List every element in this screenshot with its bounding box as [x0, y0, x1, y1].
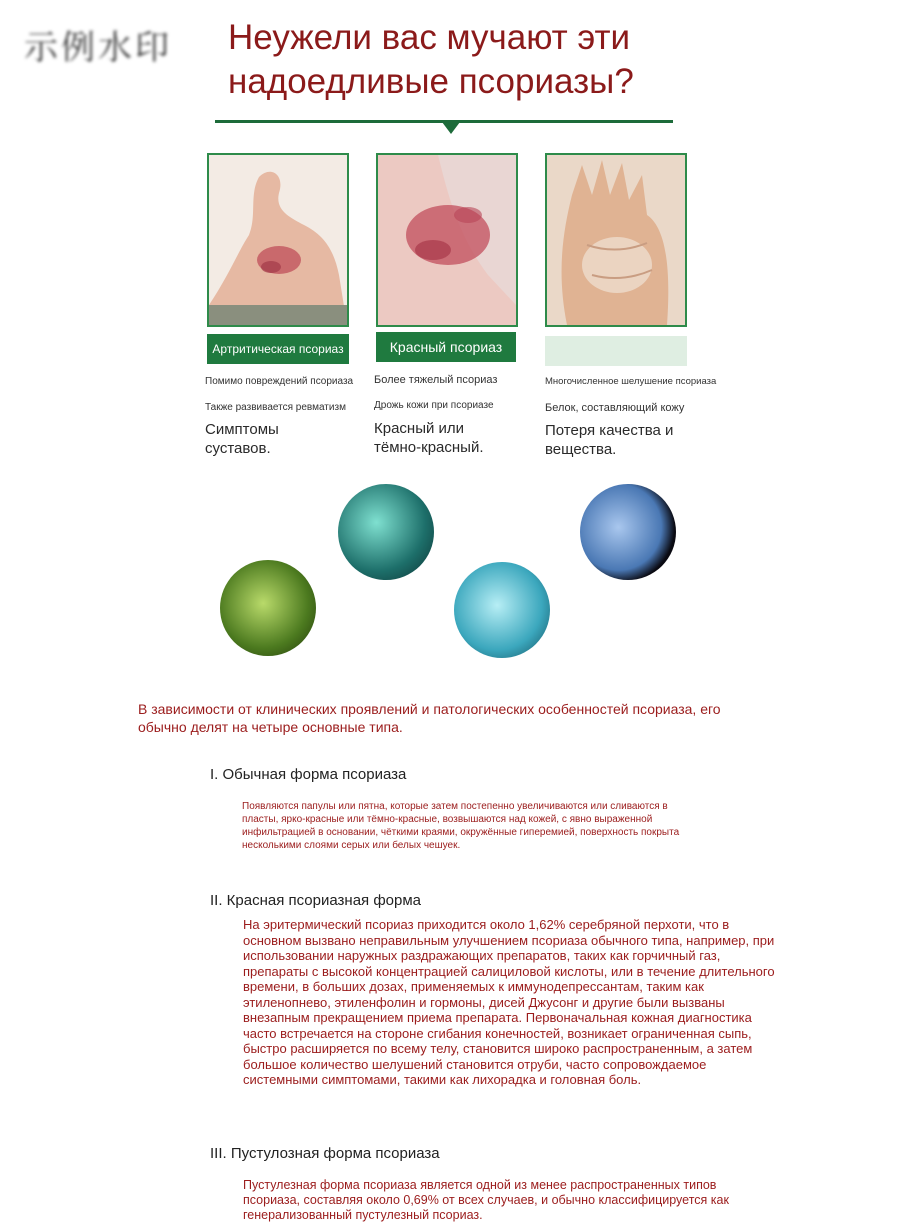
foot-psoriasis-photo	[207, 153, 349, 327]
card-line: Также развивается ревматизм	[205, 402, 346, 413]
bacteria-illustration	[338, 484, 434, 580]
card-highlight: Симптомы суставов.	[205, 421, 279, 457]
intro-text: В зависимости от клинических проявлений и патологических особенностей псориаза, его обычно делят на четыре основные типа.	[138, 701, 721, 735]
card-line: Многочисленное шелушение псориаза	[545, 376, 717, 387]
section-title: II. Красная псориазная форма	[210, 892, 422, 909]
section-text: Появляются папулы или пятна, которые затем постепенно увеличиваются или сливаются в пласты, ярко-красные или тёмно-красные, возвышаются над кожей, с явно выраженной инфильтрацией в основании, чёткими краями, окружённые гиперемией, поверхность покрыта несколькими слоями серых или белых чешуек.	[242, 801, 680, 851]
divider-arrow	[442, 122, 460, 134]
card-line: Помимо повреждений псориаза	[205, 376, 354, 387]
psoriasis-type-tag: Красный псориаз	[376, 332, 516, 362]
section-text: На эритермический псориаз приходится около 1,62% серебряной перхоти, что в основном вызвано неправильным улучшением псориаза обычного типа, например, при использовании наружных раздражающих препаратов, таких как горчичный газ, препараты с высокой концентрацией салициловой кислоты, или в течение длительного времени, в больших дозах, применяемых к иммунодепрессантам, таким как этиленопнево, этиленфолин и гормоны, дисей Джусонг и другие были вызваны внезапным прекращением приема препарата. Первоначальная кожная диагностика часто встречается на стороне сгибания конечностей, возникает ограниченная сыпь, быстро расширяется по всему телу, становится широко распространенным, а затем большое количество шелушений становится отруби, часто сопровождаемое системными симптомами, такими как лихорадка и головная боль.	[243, 917, 775, 1087]
card-line: Белок, составляющий кожу	[545, 402, 685, 414]
blue-virus-illustration	[454, 562, 550, 658]
page-title: Неужели вас мучают эти надоедливые псориазы?	[228, 18, 634, 101]
card-line: Дрожь кожи при псориазе	[374, 400, 494, 411]
watermark: 示例水印	[24, 28, 172, 68]
hand-psoriasis-photo	[545, 153, 687, 327]
card-line: Более тяжелый псориаз	[374, 374, 498, 386]
elbow-psoriasis-photo	[376, 153, 518, 327]
card-highlight: Потеря качества и вещества.	[545, 422, 674, 458]
section-title: III. Пустулозная форма псориаза	[210, 1145, 440, 1162]
section-title: I. Обычная форма псориаза	[210, 766, 407, 783]
psoriasis-type-tag	[545, 336, 687, 366]
green-virus-illustration	[220, 560, 316, 656]
psoriasis-type-tag: Артритическая псориаз	[207, 334, 349, 364]
virus-cluster-illustration	[580, 484, 676, 580]
section-text: Пустулезная форма псориаза является одной из менее распространенных типов псориаза, составляя около 0,69% от всех случаев, и обычно классифицируется как генерализованный пустулезный псориаз.	[243, 1178, 729, 1222]
card-highlight: Красный или тёмно-красный.	[374, 420, 484, 456]
